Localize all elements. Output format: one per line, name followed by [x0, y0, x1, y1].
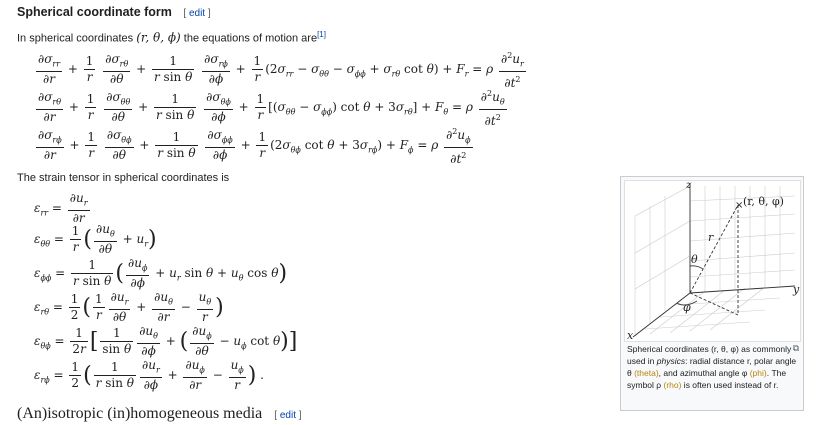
- phi-label: φ: [683, 301, 691, 314]
- svg-text:×: ×: [735, 200, 744, 211]
- next-section-title: (An)isotropic (in)homogeneous media: [17, 405, 263, 422]
- strain-rtheta: $\varepsilon_{r\theta}$ = $\frac{1}{2}$ ( $\frac{1}{r}$ $\frac{\partial u_r}{\partial\theta}$ + $\frac{\partial u_\theta}{\partial r}$ − $\frac{u_\theta}{r}$ ): [34, 290, 224, 325]
- spherical-coordinates-image[interactable]: [624, 180, 801, 342]
- axis-x-label: x: [627, 329, 634, 341]
- intro-rest: the equations of motion are: [183, 32, 318, 45]
- theta-link[interactable]: (theta): [634, 368, 659, 378]
- axis-y-label: y: [793, 283, 800, 296]
- section-title: Spherical coordinate form: [17, 5, 172, 19]
- point-label: (r, θ, φ): [743, 195, 784, 208]
- intro-coords: (r, θ, ϕ): [136, 30, 181, 45]
- rho-link[interactable]: (rho): [663, 380, 682, 390]
- strain-rphi: $\varepsilon_{r\phi}$ = $\frac{1}{2}$ ( $\frac{1}{\text{r sin θ}}$ $\frac{\partial u_r}{\partial\phi}$ + $\frac{\partial u_\phi}{\partial r}$ − $\frac{u_\phi}{r}$ ) .: [34, 358, 264, 393]
- edit-link[interactable]: edit: [188, 8, 206, 19]
- section-heading: [17, 5, 211, 19]
- radius-label: r: [708, 231, 714, 244]
- axis-z-label: z: [686, 181, 692, 191]
- intro-paragraph: [17, 30, 326, 45]
- figure-thumbnail: [620, 176, 804, 411]
- strain-phiphi: $\varepsilon_{\phi\phi}$ = $\frac{1}{\text{r sin θ}}$ ( $\frac{\partial u_\phi}{\partial\phi}$ + $u_r$ $\sin \theta + u_\theta$ cos θ): [34, 256, 288, 291]
- strain-thetatheta: $\varepsilon_{\theta\theta}$ = $\frac{1}{r}$ ( $\frac{\partial u_\theta}{\partial\theta}$ + $u_r$): [34, 222, 157, 257]
- equation-motion-phi: $\frac{\partial\sigma_{r\phi}}{\partial r}$ + $\frac{1}{r}$ $\frac{\partial\sigma_{\theta\phi}}{\partial\theta}$ + $\frac{1}{\text{r sin θ}}$ $\frac{\partial\sigma_{\phi\phi}}{\partial\phi}$ + $\frac{1}{r}$ ($2\sigma_{\theta\phi}$ $\cot \theta + 3\sigma_{r\phi}) + F_\phi = \rho$ $\frac{\partial^2u_\phi}{\partial t^2}$: [34, 124, 475, 167]
- equation-motion-theta: $\frac{\partial\sigma_{r\theta}}{\partial r}$ + $\frac{1}{r}$ $\frac{\partial\sigma_{\theta\theta}}{\partial\theta}$ + $\frac{1}{\text{r sin θ}}$ $\frac{\partial\sigma_{\theta\phi}}{\partial\phi}$ + $\frac{1}{r}$ [$(\sigma_{\theta\theta} - \sigma_{\phi\phi})$ $\cot \theta + 3\sigma_{r\theta}] + F_\theta = \rho$ $\frac{\partial^2u_\theta}{\partial t^2}$: [34, 86, 509, 129]
- strain-intro: The strain tensor in spherical coordinates is: [17, 172, 230, 184]
- strain-thetaphi: $\varepsilon_{\theta\phi}$ = $\frac{1}{2r}$ [ $\frac{1}{\text{sin θ}}$ $\frac{\partial u_\theta}{\partial\phi}$ + ( $\frac{\partial u_\phi}{\partial\theta}$ − $u_\phi$ cot θ)]: [34, 324, 298, 359]
- phi-link[interactable]: (phi): [749, 368, 767, 378]
- equation-motion-r: $\frac{\partial\sigma_{rr}}{\partial r}$ + $\frac{1}{r}$ $\frac{\partial\sigma_{r\theta}}{\partial\theta}$ + $\frac{1}{\text{r sin θ}}$ $\frac{\partial\sigma_{r\phi}}{\partial\phi}$ + $\frac{1}{r}$ ($2\sigma_{rr} - \sigma_{\theta\theta} - \sigma_{\phi\phi} + \sigma_{r\theta}$ $\cot \theta) + F_r = \rho$ $\frac{\partial^2u_r}{\partial t^2}$: [34, 48, 528, 91]
- theta-label: θ: [691, 253, 698, 266]
- magnify-icon[interactable]: ⧉: [792, 343, 799, 353]
- edit-section: [ edit ]: [183, 8, 211, 19]
- strain-rr: $\varepsilon_{rr}$ = $\frac{\partial u_r}{\partial r}$: [34, 191, 88, 226]
- intro-text: In spherical coordinates: [17, 32, 134, 45]
- figure-caption: Spherical coordinates (r, θ, φ) as commonly used in physics: radial distance r, polar angle θ (theta), and azimuthal angle φ (phi). The symbol ρ (rho) is often used instead of r.: [627, 344, 797, 390]
- edit-next-link[interactable]: edit: [279, 410, 296, 421]
- edit-next-section: [ edit ]: [274, 410, 302, 421]
- caption-physics-link[interactable]: physics: [656, 356, 686, 366]
- reference-link[interactable]: [1]: [317, 30, 326, 39]
- spherical-diagram: [625, 181, 800, 341]
- next-section-heading: [17, 405, 302, 423]
